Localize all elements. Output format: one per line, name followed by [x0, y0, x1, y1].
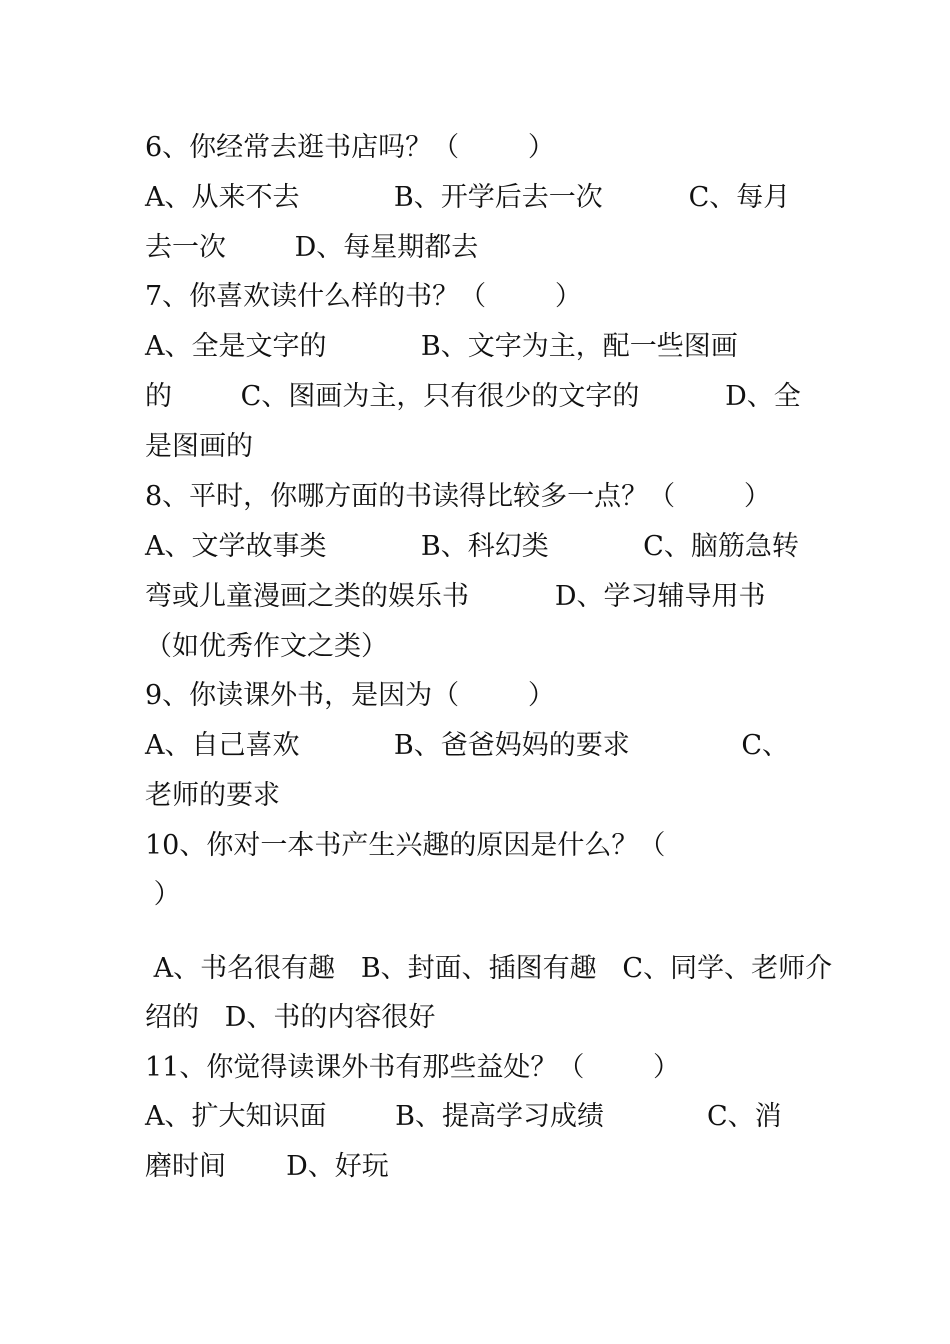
question-8-options: A、文学故事类 B、科幻类 C、脑筋急转: [145, 531, 799, 562]
question-7-options: A、全是文字的 B、文字为主，配一些图画: [145, 331, 738, 362]
question-11: 11、你觉得读课外书有那些益处？（ ）: [145, 1052, 681, 1083]
question-9-options: 老师的要求: [145, 780, 280, 811]
question-8: 8、平时，你哪方面的书读得比较多一点？（ ）: [145, 481, 771, 512]
question-11-options: A、扩大知识面 B、提高学习成绩 C、消: [145, 1101, 782, 1132]
question-6: 6、你经常去逛书店吗？（ ）: [145, 132, 555, 163]
question-6-options: A、从来不去 B、开学后去一次 C、每月: [145, 182, 791, 213]
question-9: 9、你读课外书，是因为（ ）: [145, 680, 555, 711]
question-10: 10、你对一本书产生兴趣的原因是什么？（: [145, 830, 666, 861]
question-8-options: （如优秀作文之类）: [145, 631, 388, 662]
question-11-options: 磨时间 D、好玩: [145, 1151, 389, 1182]
question-6-options: 去一次 D、每星期都去: [145, 232, 479, 263]
question-7-options: 的 C、图画为主，只有很少的文字的 D、全: [145, 381, 801, 412]
question-10-options: 绍的 D、书的内容很好: [145, 1002, 436, 1033]
question-10: ）: [145, 879, 181, 910]
question-7: 7、你喜欢读什么样的书？（ ）: [145, 281, 582, 312]
question-7-options: 是图画的: [145, 431, 253, 462]
question-10-options: A、书名很有趣 B、封面、插图有趣 C、同学、老师介: [145, 953, 833, 984]
question-8-options: 弯或儿童漫画之类的娱乐书 D、学习辅导用书: [145, 581, 766, 612]
question-9-options: A、自己喜欢 B、爸爸妈妈的要求 C、: [145, 730, 789, 761]
